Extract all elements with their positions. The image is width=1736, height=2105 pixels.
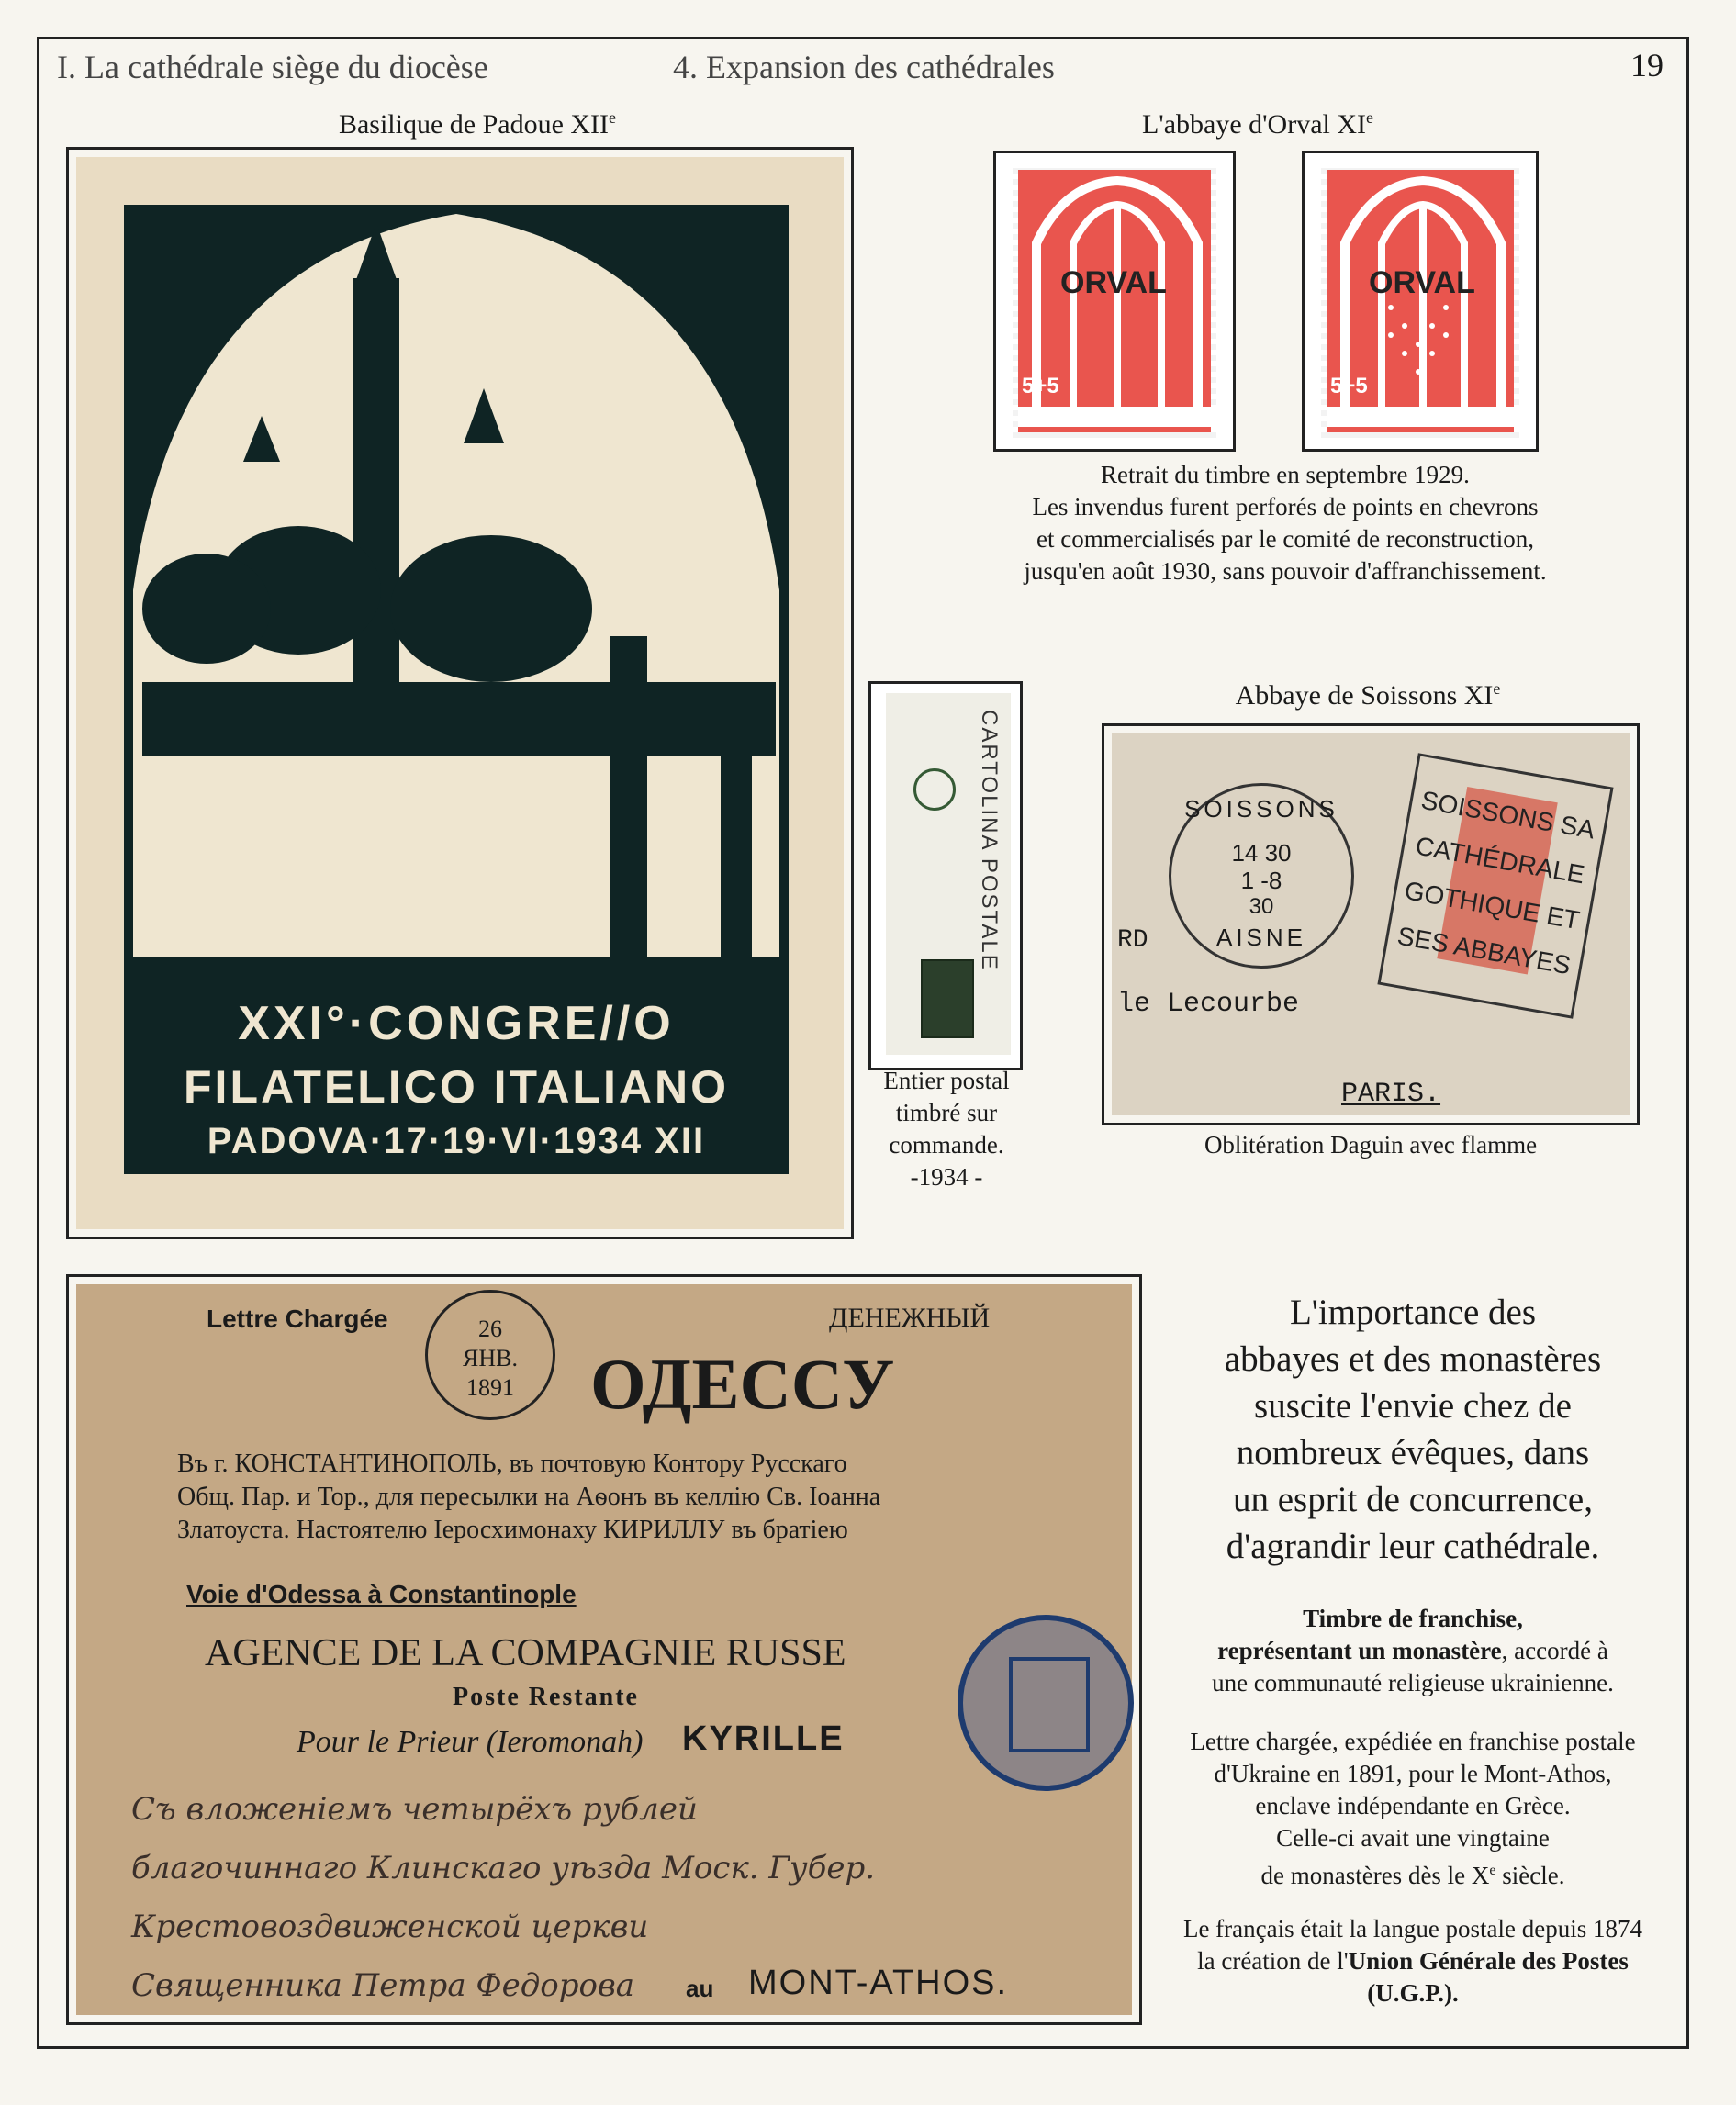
cartolina-postale [886,693,1011,1055]
franchise-note: Timbre de franchise, représentant un monastère, accordé à une communauté religieuse ukrainienne. [1212,1605,1614,1696]
letter-agence: AGENCE DE LA COMPAGNIE RUSSE [205,1632,846,1674]
ugp-note: Le français était la langue postale depuis 1874 la création de l'Union Générale des Postes (U.G.P.). [1182,1915,1643,2007]
soissons-flame-cancel: SOISSONS SA CATHÉDRALE GOTHIQUE ET SES ABBAYES [1377,753,1613,1019]
address-line-1: RD [1117,926,1148,955]
orval-value-1: 5+5 [1022,374,1059,398]
letter-kyrille: KYRILLE [682,1719,845,1758]
cartolina-caption: Entier postal timbré sur commande. -1934 - [883,1067,1010,1191]
letter-note: Lettre chargée, expédiée en franchise postale d'Ukraine en 1891, pour le Mont-Athos, enclave indépendante en Grèce. Celle-ci avait une vingtaine de monastères dès le Xe siècle. [1190,1728,1636,1889]
letter-route: Voie d'Odessa à Constantinople [186,1580,577,1608]
letter-mont-athos: MONT-ATHOS. [748,1964,1009,2002]
orval-stamp-image [1018,170,1211,432]
letter-label-money: ДЕНЕЖНЫЙ [829,1303,991,1333]
orval-overprint-1: ORVAL [1060,265,1167,300]
padoue-card-frame [66,147,854,1239]
main-commentary: L'importance des abbayes et des monastères suscite l'envie chez de nombreux évêques, dans un esprit de concurrence, d'agrandir leur cathédrale. [1224,1293,1602,1566]
soissons-caption: Abbaye de Soissons XIe [1235,679,1501,711]
padoue-poster [124,205,789,1174]
poster-line-1: XXI°·CONGRE//O [238,997,675,1050]
registered-letter [76,1284,1132,2015]
orval-value-2: 5+5 [1330,374,1368,398]
address-line-2: le Lecourbe [1117,989,1300,1020]
orval-stamp-image-perforated [1327,170,1514,432]
handwritten-address: Съ вложеніемъ четырёхъ рублей благочиннаго Клинскаго уѣзда Моск. Губер. Крестовоздвиженской церкви Священника Петра Федорова [131,1791,876,2004]
address-line-3: PARIS. [1341,1079,1441,1110]
orval-caption: L'abbaye d'Orval XIe [1141,108,1374,140]
header-chapter-title: 4. Expansion des cathédrales [673,49,1055,85]
orval-overprint-2: ORVAL [1369,265,1475,300]
soissons-cover [1112,733,1630,1115]
soissons-postmark: SOISSONS 14 30 1 -8 30 AISNE [1169,783,1354,969]
letter-au: au [686,1975,714,2002]
soissons-bottom-caption: Oblitération Daguin avec flamme [1204,1131,1538,1159]
crest-icon [913,768,956,811]
letter-frame [66,1274,1142,2025]
orval-stamp-2-perforated [1302,151,1539,452]
letter-label-charged: Lettre Chargée [207,1304,388,1333]
letter-pour-prieur: Pour le Prieur (Ieromonah) [297,1725,644,1759]
page-number: 19 [1630,47,1663,84]
soissons-cover-frame [1102,723,1640,1125]
basilica-illustration [124,205,789,994]
padoue-card [76,157,844,1229]
moscow-postmark: 26 ЯНВ. 1891 [425,1290,555,1420]
poster-line-3: PADOVA·17·19·VI·1934 XII [207,1121,706,1161]
header-section-title: I. La cathédrale siège du diocèse [57,49,488,85]
orval-description: Retrait du timbre en septembre 1929. Les invendus furent perforés de points en chevrons et commercialisés par le comité de reconstruction, jusqu'en août 1930, sans pouvoir d'affranchissement. [1024,461,1547,585]
letter-poste-restante: Poste Restante [453,1683,639,1711]
letter-destination: ОДЕССУ [590,1344,895,1424]
monastery-franchise-seal [958,1615,1134,1791]
padoue-caption: Basilique de Padoue XIIe [338,108,617,140]
cartolina-stamp [921,959,974,1038]
printed-address: Въ г. КОНСТАНТИНОПОЛЬ, въ почтовую Контору Русскаго Общ. Пар. и Тор., для пересылки на Аѳонъ въ келлію Св. Іоанна Златоуста. Настоятелю Іеросхимонаху КИРИЛЛУ въ братіею [177,1450,881,1544]
poster-line-2: FILATELICO ITALIANO [184,1061,729,1113]
orval-stamp-1 [993,151,1236,452]
cartolina-vertical-text: CARTOLINA POSTALE [977,710,1002,971]
cartolina-frame [868,681,1023,1070]
